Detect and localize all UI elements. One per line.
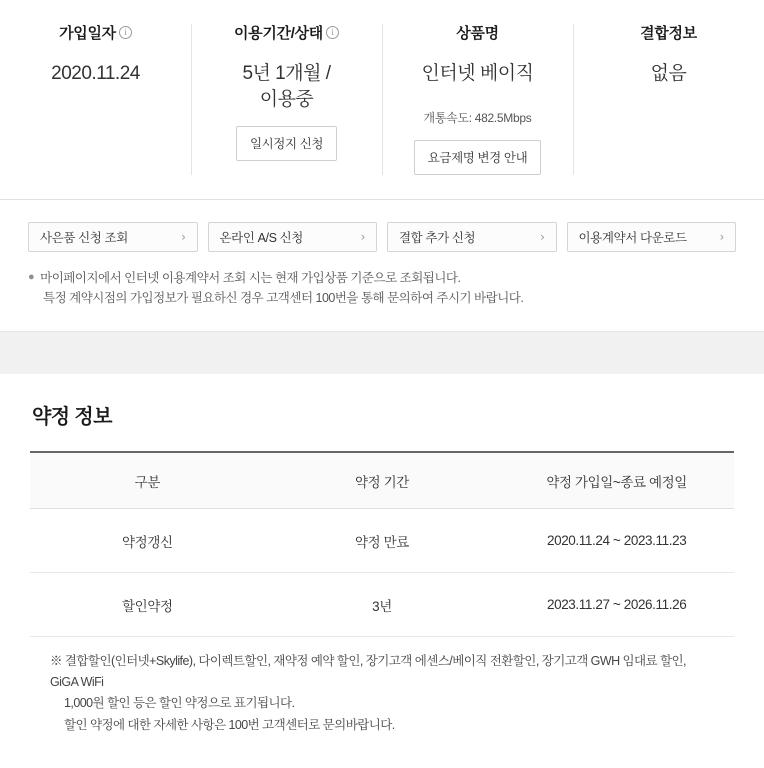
summary-label-text: 상품명 — [456, 25, 499, 42]
table-row — [30, 508, 734, 572]
summary-label-text: 이용기간/상태 — [233, 25, 323, 42]
quick-link-row — [0, 200, 764, 266]
contract-section-band — [0, 331, 764, 768]
contract-table — [30, 451, 734, 637]
summary-label — [197, 22, 376, 43]
summary-label-text: 가입일자 — [59, 25, 116, 42]
summary-col-join-date — [0, 18, 191, 181]
notice-list — [0, 266, 764, 331]
table-cell: 약정 만료 — [265, 508, 500, 572]
summary-label-text: 결합정보 — [640, 25, 697, 42]
notice-item — [28, 268, 736, 289]
link-label: 사은품 신청 조회 — [40, 230, 128, 245]
summary-label — [6, 22, 185, 43]
summary-status-value: 이용중 — [259, 88, 314, 110]
table-cell: 약정갱신 — [30, 508, 265, 572]
chevron-right-icon: › — [360, 229, 365, 244]
footnote-line: 1,000원 할인 등은 할인 약정으로 표기됩니다. — [64, 696, 295, 711]
table-header-cell: 구분 — [30, 452, 265, 509]
table-header-row — [30, 452, 734, 509]
table-cell: 할인약정 — [30, 572, 265, 636]
table-cell: 3년 — [265, 572, 500, 636]
summary-col-bundle-info — [573, 18, 764, 181]
footnote-line: 할인 약정에 대한 자세한 사항은 100번 고객센터로 문의바랍니다. — [64, 717, 395, 732]
notice-text: 특정 계약시점의 가입정보가 필요하신 경우 고객센터 100번을 통해 문의하여 주시기 바랍니다. — [43, 291, 524, 306]
summary-label — [388, 22, 567, 43]
chevron-right-icon: › — [540, 229, 545, 244]
pause-service-button[interactable]: 일시정지 신청 — [236, 126, 337, 161]
link-label: 이용계약서 다운로드 — [578, 230, 687, 245]
summary-value: 인터넷 베이직 — [421, 63, 534, 84]
section-title-contract: 약정 정보 — [32, 405, 112, 428]
plan-name-change-guide-button[interactable]: 요금제명 변경 안내 — [414, 140, 542, 175]
link-label: 온라인 A/S 신청 — [219, 230, 303, 245]
link-download-contract[interactable] — [567, 222, 737, 252]
notice-text: 마이페이지에서 인터넷 이용계약서 조회 시는 현재 가입상품 기준으로 조회됩니다. — [40, 270, 461, 285]
link-add-bundle-request[interactable] — [387, 222, 557, 252]
summary-label — [579, 22, 758, 43]
link-online-as-request[interactable] — [208, 222, 378, 252]
subscription-summary — [0, 0, 764, 191]
chevron-right-icon: › — [181, 229, 186, 244]
link-label: 결합 추가 신청 — [399, 230, 476, 245]
info-icon[interactable]: i — [326, 26, 339, 39]
link-gift-application-status[interactable] — [28, 222, 198, 252]
info-icon[interactable]: i — [119, 26, 132, 39]
footnote-line: ※ 결합할인(인터넷+Skylife), 다이렉트할인, 재약정 예약 할인, 장기고객 에센스/베이직 전환할인, 장기고객 GWH 임대료 할인, GiGA WiFi — [50, 653, 686, 690]
chevron-right-icon: › — [719, 229, 724, 244]
summary-value: 없음 — [650, 63, 687, 84]
table-row — [30, 572, 734, 636]
notice-item — [28, 288, 736, 309]
summary-col-product — [382, 18, 573, 181]
table-header-cell: 약정 기간 — [265, 452, 500, 509]
table-header-cell: 약정 가입일~종료 예정일 — [499, 452, 734, 509]
bullet-icon: ● — [28, 270, 35, 283]
table-cell: 2020.11.24 ~ 2023.11.23 — [499, 508, 734, 572]
contract-footnotes — [30, 637, 734, 754]
summary-value: 2020.11.24 — [51, 63, 140, 84]
table-cell: 2023.11.27 ~ 2026.11.26 — [499, 572, 734, 636]
contract-card — [0, 374, 764, 768]
summary-col-period-status — [191, 18, 382, 181]
summary-value: 5년 1개월 / — [242, 63, 331, 84]
product-speed-text: 개통속도: 482.5Mbps — [423, 110, 532, 125]
